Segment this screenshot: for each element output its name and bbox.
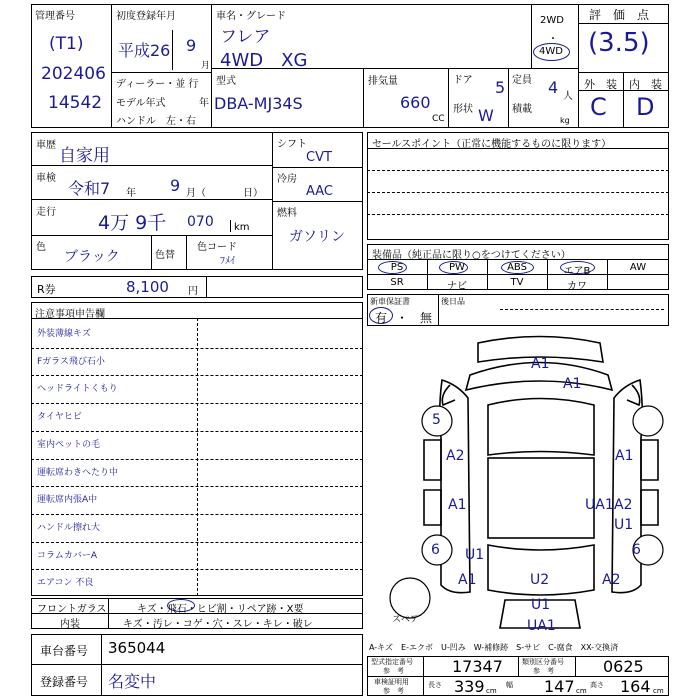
load-unit: kg	[560, 116, 570, 125]
equip-pw: PW	[449, 262, 465, 273]
inspection-era: 令和7	[68, 179, 111, 198]
interior-value: D	[636, 93, 655, 121]
equip-abs: ABS	[507, 262, 527, 273]
width-label: 幅	[506, 681, 513, 689]
dmg-wheel-rr: 6	[632, 542, 641, 558]
handle-label: ハンドル 左・右	[116, 116, 196, 127]
score-label: 評 価 点	[589, 8, 650, 22]
load-label: 積載	[512, 104, 532, 115]
capacity-unit: 人	[563, 91, 573, 102]
dmg-right-quarter: A2	[602, 572, 621, 588]
dmg-left-door: A1	[448, 497, 467, 513]
spare-label: スペア	[392, 615, 420, 625]
notes-label: 注意事項申告欄	[35, 309, 105, 320]
color-code-label: 色コード	[197, 242, 237, 253]
color-value: ブラック	[64, 249, 120, 265]
model-spec-label: 型式指定番号	[371, 658, 413, 666]
history-label: 車歴	[36, 140, 56, 151]
model-year-label: モデル年式	[116, 98, 166, 109]
mgmt-num1: 202406	[41, 64, 106, 84]
interior-glass-value: キズ・汚レ・コゲ・穴・スレ・キレ・破レ	[123, 619, 313, 630]
length-unit: cm	[486, 687, 497, 695]
inspection-day-unit: 日）	[243, 188, 263, 199]
color-code-value: ﾌﾒｲ	[220, 256, 235, 267]
capacity-value: 4	[548, 78, 559, 97]
mileage-label: 走行	[36, 207, 56, 218]
mgmt-label: 管理番号	[35, 11, 75, 22]
reg-num-value: 名変中	[108, 672, 157, 691]
reg-era: 平成26	[118, 41, 171, 60]
equip-ps: PS	[390, 262, 404, 273]
cert-label: 車検証明用	[374, 678, 409, 686]
length-label: 長さ	[428, 681, 442, 689]
door-value: 5	[495, 78, 506, 97]
dmg-right-door-ua1: UA1	[585, 497, 614, 513]
note-item: エアコン 不良	[37, 578, 94, 589]
warranty-yes: 有	[375, 311, 388, 325]
inspection-year-unit: 年	[126, 188, 136, 199]
model-spec-sub: 参 考	[383, 667, 404, 675]
inspection-month: 9	[170, 176, 181, 195]
shift-value: CVT	[306, 150, 332, 165]
dmg-wheel-fl: 5	[432, 412, 441, 428]
door-label: ドア	[453, 75, 473, 86]
warranty-no: ・ 無	[396, 311, 433, 325]
note-item: 室内ペットの毛	[37, 439, 101, 450]
dmg-hood: A1	[563, 376, 582, 392]
length-value: 339	[454, 677, 485, 696]
interior-glass-label: 内装	[60, 619, 80, 630]
cc-unit: CC	[432, 114, 445, 124]
ac-value: AAC	[306, 184, 333, 199]
height-label: 高さ	[590, 681, 604, 689]
mileage-value: 4万 9千	[98, 212, 167, 234]
equip-leather: カワ	[567, 281, 587, 292]
cert-sub: 参 考	[383, 687, 404, 695]
capacity-label: 定員	[512, 75, 532, 86]
equip-tv: TV	[510, 277, 524, 288]
dmg-rear-bumper-u1: U1	[531, 597, 551, 613]
equip-aw: AW	[629, 262, 647, 273]
note-item: 運転席わきへたり中	[37, 467, 119, 478]
car-diagram	[367, 330, 669, 638]
shift-label: シフト	[277, 139, 307, 150]
equip-sr: SR	[390, 277, 404, 288]
history-value: 自家用	[59, 146, 110, 166]
front-glass-label: フロントガラス	[37, 604, 107, 615]
dmg-left-front: A2	[446, 448, 465, 464]
model-year-unit: 年	[199, 98, 209, 109]
type-label: 型式	[216, 76, 236, 87]
drive-2wd: 2WD	[540, 15, 564, 26]
recycle-label: R券	[37, 283, 56, 296]
shape-label: 形状	[453, 104, 473, 115]
chassis-value: 365044	[108, 639, 166, 657]
front-glass-value: キズ・飛石・ヒビ割・リペア跡・X要	[137, 604, 304, 615]
mgmt-t: (T1)	[49, 34, 84, 54]
ac-label: 冷房	[277, 174, 297, 185]
width-unit: cm	[576, 687, 587, 695]
color-change-label: 色替	[155, 250, 175, 261]
inspection-label: 車検	[36, 173, 56, 184]
note-item: ハンドル擦れ大	[37, 522, 101, 533]
mileage-unit: km	[234, 222, 250, 233]
note-item: ヘッドライトくもり	[37, 384, 118, 395]
mileage-rest: 070	[187, 214, 214, 230]
width-value: 147	[544, 677, 575, 696]
category-label: 類別区分番号	[522, 658, 564, 666]
displacement-value: 660	[400, 93, 431, 112]
drive-dot: ・	[548, 34, 558, 45]
dmg-rear-bumper-ua1: UA1	[527, 618, 556, 634]
car-name: フレア	[220, 27, 271, 47]
equip-navi: ナビ	[447, 281, 467, 292]
displacement-label: 排気量	[368, 76, 398, 87]
height-value: 164	[620, 677, 651, 696]
reg-month: 9	[186, 36, 197, 55]
dmg-roof-front: A1	[531, 356, 550, 372]
warranty-label: 新車保証書	[370, 297, 410, 306]
reg-label: 初度登録年月	[116, 11, 176, 22]
type-value: DBA-MJ34S	[214, 94, 303, 113]
dealer-label: ディーラー・並 行	[116, 79, 199, 90]
model-spec-value: 17347	[452, 657, 503, 676]
dmg-right-front: A1	[615, 448, 634, 464]
category-sub: 参 考	[533, 667, 554, 675]
dmg-right-door-a2: A2	[614, 497, 633, 513]
after-label: 後日品	[441, 297, 465, 306]
exterior-label: 外 装	[584, 78, 617, 91]
equipment-label: 装備品（純正品に限り○をつけてください）	[372, 250, 571, 261]
exterior-value: C	[590, 93, 607, 121]
dmg-wheel-rl: 6	[431, 542, 440, 558]
dmg-left-quarter: A1	[458, 572, 477, 588]
fuel-value: ガソリン	[289, 229, 345, 245]
chassis-label: 車台番号	[40, 644, 89, 658]
reg-num-label: 登録番号	[40, 675, 89, 689]
reg-month-unit: 月	[201, 61, 211, 71]
note-item: コラムカバーA	[37, 550, 98, 561]
note-item: タイヤヒビ	[37, 412, 82, 423]
interior-label: 内 装	[629, 78, 662, 91]
mgmt-num2: 14542	[48, 93, 103, 113]
note-item: 外装薄線キズ	[37, 329, 91, 339]
recycle-value: 8,100	[126, 278, 169, 296]
sales-points-label: セールスポイント（正常に機能するものに限ります）	[372, 139, 612, 150]
top-frame	[31, 4, 669, 128]
inspection-month-unit: 月（	[186, 188, 206, 199]
height-unit: cm	[653, 687, 664, 695]
score-value: (3.5)	[588, 28, 650, 58]
dmg-right-rear: U1	[614, 517, 634, 533]
recycle-unit: 円	[188, 286, 198, 297]
color-label: 色	[36, 242, 46, 253]
dmg-left-rear: U1	[465, 547, 485, 563]
equip-airbag: エアB	[563, 266, 591, 277]
shape-value: W	[478, 106, 494, 125]
dmg-back-door: U2	[530, 572, 550, 588]
fuel-label: 燃料	[277, 208, 297, 219]
drive-4wd: 4WD	[539, 46, 563, 57]
note-item: 運転席内張A中	[37, 495, 98, 506]
category-value: 0625	[603, 657, 644, 676]
note-item: Fガラス飛び石小	[37, 356, 105, 367]
car-grade: 4WD XG	[220, 50, 308, 71]
name-label: 車名・グレード	[216, 11, 286, 22]
damage-legend: A-キズ E-エクボ U-凹み W-補修跡 S-サビ C-腐食 XX-交換済	[369, 643, 619, 652]
